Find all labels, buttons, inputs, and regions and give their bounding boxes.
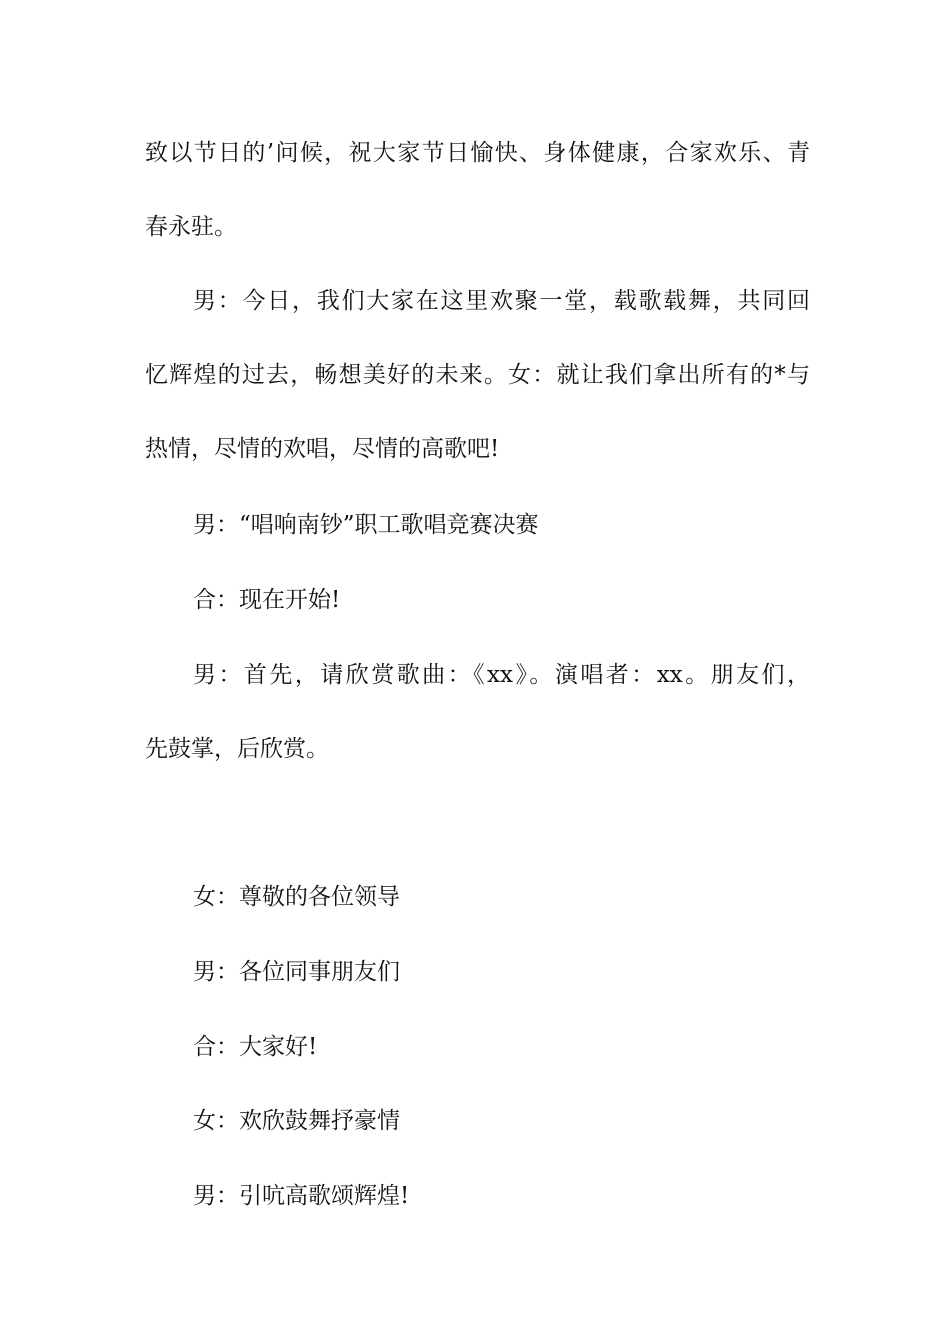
text-line-greeting-cont: 致以节日的’问候，祝大家节日愉快、身体健康，合家欢乐、青: [145, 140, 810, 166]
paragraph-male-sing: 男：引吭高歌颂辉煌!: [193, 1183, 410, 1209]
text-line-greeting-end: 春永驻。: [145, 214, 237, 240]
paragraph-female-cheer: 女：欢欣鼓舞抒豪情: [193, 1108, 400, 1134]
paragraph-male-gather: 男：今日，我们大家在这里欢聚一堂，载歌载舞，共同回: [193, 288, 810, 314]
paragraph-contest-title: 男：“唱响南钞”职工歌唱竞赛决赛: [193, 512, 539, 538]
paragraph-start: 合：现在开始!: [193, 587, 341, 613]
paragraph-first-song: 男：首先，请欣赏歌曲：《xx》。演唱者：xx。朋友们，: [193, 662, 810, 688]
text-line-applause: 先鼓掌，后欣赏。: [145, 736, 329, 762]
paragraph-hello: 合：大家好!: [193, 1034, 318, 1060]
paragraph-male-colleagues: 男：各位同事朋友们: [193, 959, 400, 985]
paragraph-female-leaders: 女：尊敬的各位领导: [193, 884, 400, 910]
text-line-memory: 忆辉煌的过去，畅想美好的未来。女：就让我们拿出所有的*与: [145, 362, 810, 388]
text-line-passion: 热情，尽情的欢唱，尽情的高歌吧!: [145, 436, 500, 462]
